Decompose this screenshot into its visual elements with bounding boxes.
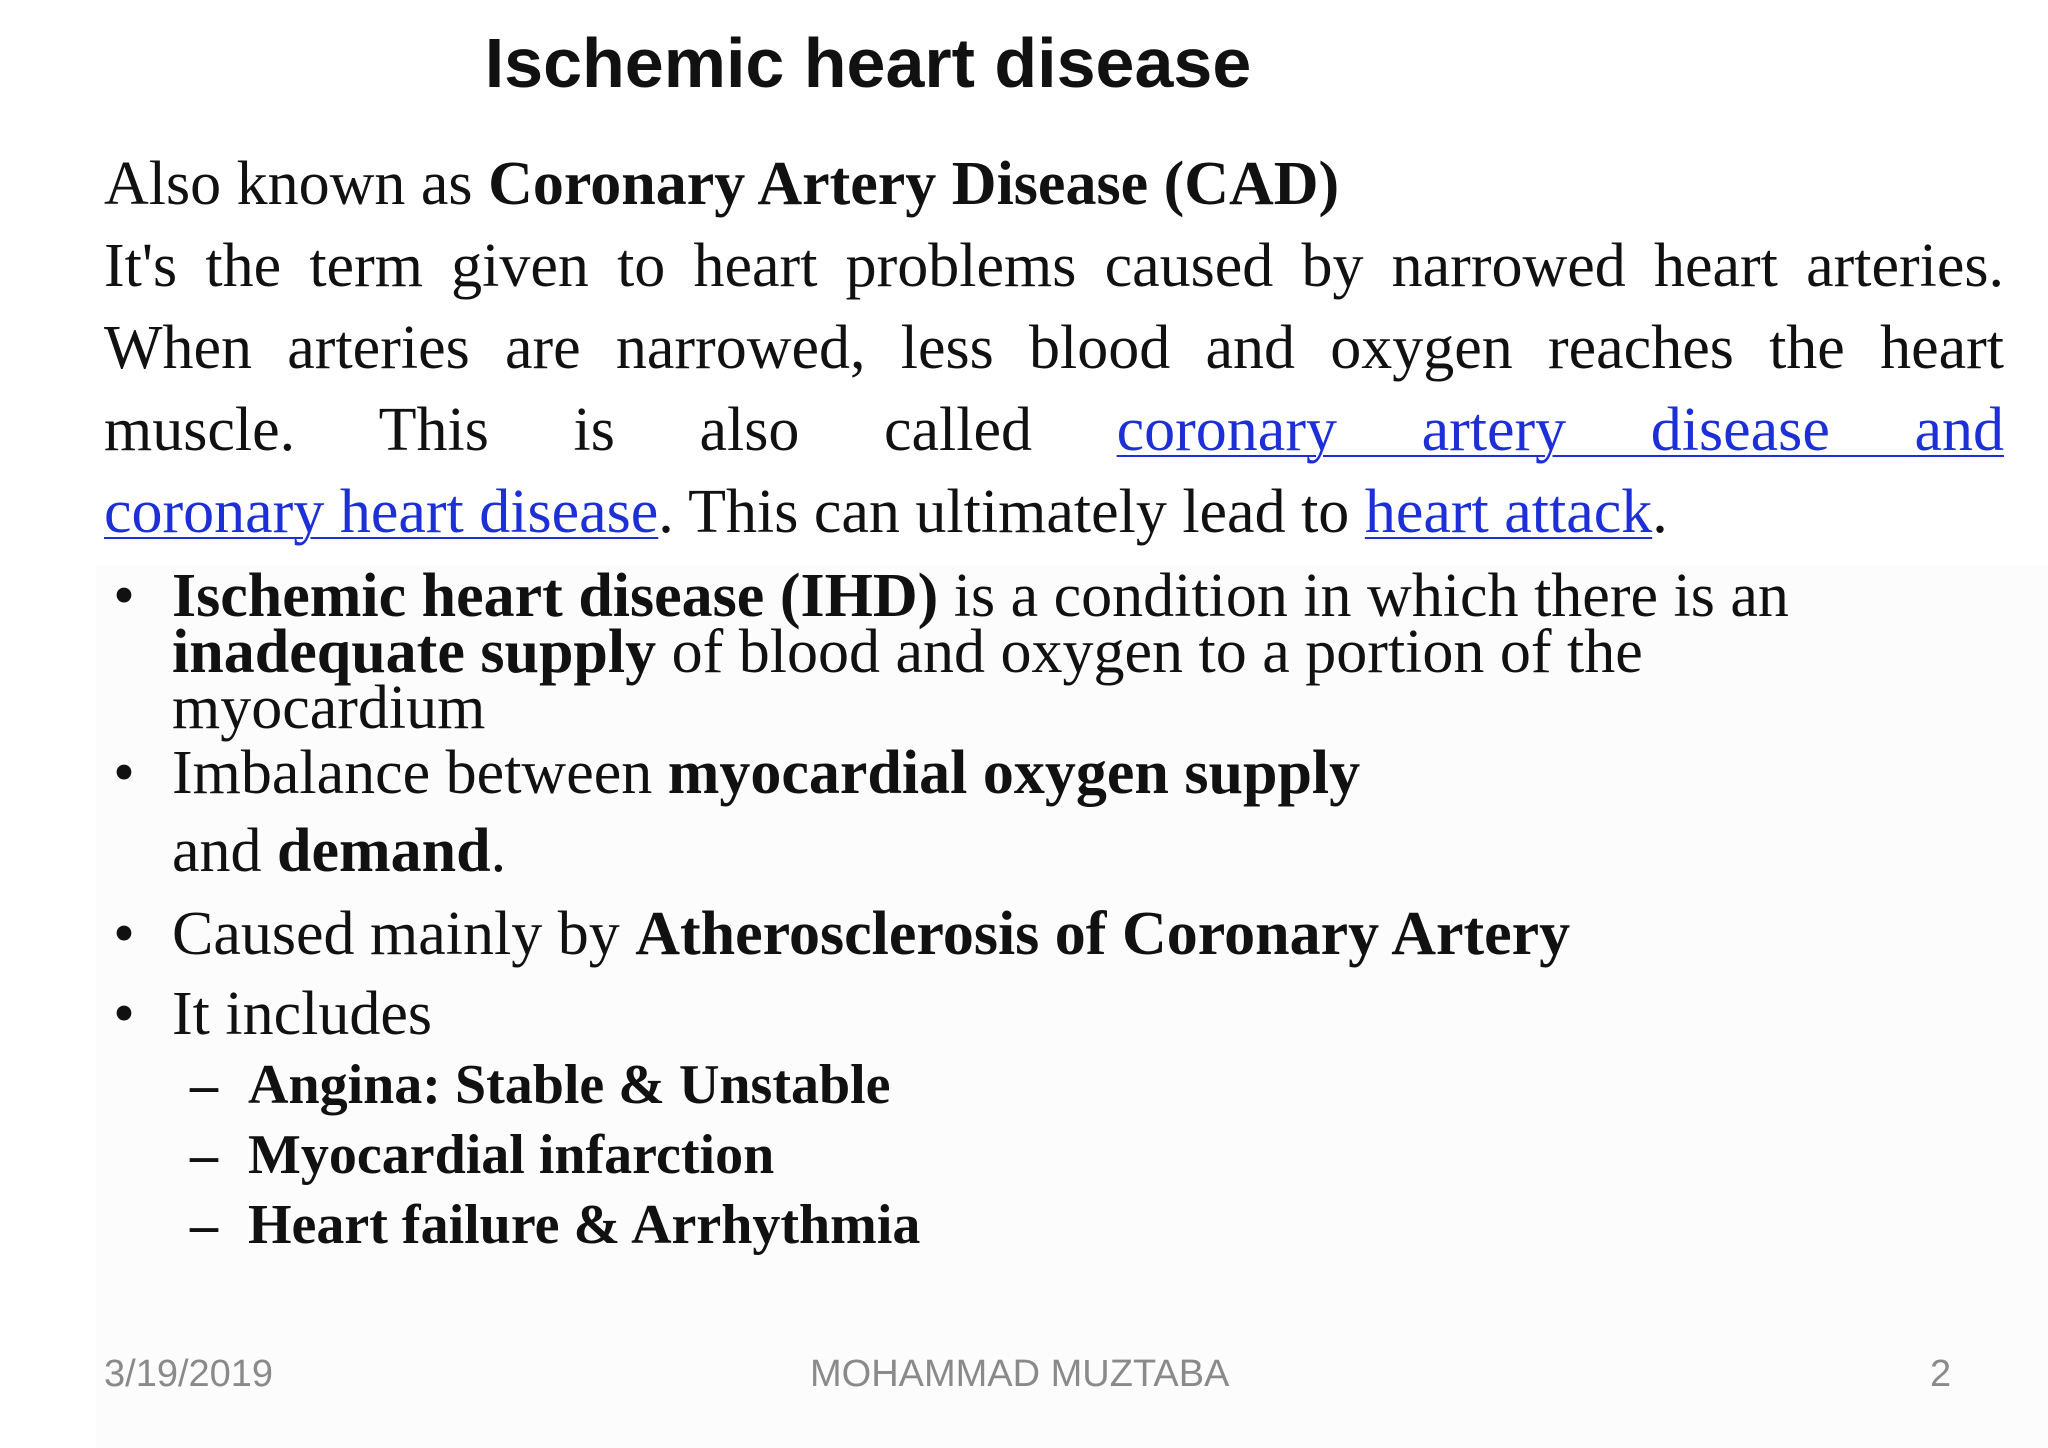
definition-part-1: It's the term given to heart problems caused by narrowed heart arteries. When arteries are narrowed, less blood and oxygen reaches the heart muscle. This is also called bbox=[104, 232, 2004, 464]
footer-author: MOHAMMAD MUZTABA bbox=[810, 1353, 1230, 1395]
atherosclerosis-term: Atherosclerosis of Coronary Artery bbox=[635, 900, 1571, 968]
bullet-list bbox=[104, 562, 2004, 1260]
intro-paragraph bbox=[104, 143, 2004, 553]
angina-text: Angina: Stable & Unstable bbox=[248, 1054, 891, 1116]
inadequate-supply-term: inadequate supply bbox=[172, 618, 657, 686]
bullet-includes bbox=[104, 974, 2004, 1054]
sub-item-heart-failure bbox=[104, 1190, 2004, 1260]
bullet-cause bbox=[104, 894, 2004, 974]
bullet-ihd-definition bbox=[104, 562, 2004, 742]
definition-end: . bbox=[1652, 478, 1668, 546]
and-text: and bbox=[172, 817, 278, 885]
demand-term: demand bbox=[277, 817, 491, 885]
ihd-text-2: of blood and oxygen to a portion of the bbox=[656, 618, 1643, 686]
oxygen-supply-term: myocardial oxygen supply bbox=[667, 739, 1361, 807]
bullet-glyph: • bbox=[113, 980, 135, 1048]
period: . bbox=[490, 817, 507, 885]
heart-failure-text: Heart failure & Arrhythmia bbox=[248, 1194, 921, 1256]
link-heart-attack[interactable]: heart attack bbox=[1364, 478, 1653, 546]
bullet-glyph: • bbox=[113, 739, 135, 807]
aka-text: Also known as bbox=[104, 150, 489, 218]
cause-text: Caused mainly by bbox=[172, 900, 636, 968]
definition-text bbox=[104, 225, 2004, 471]
mi-text: Myocardial infarction bbox=[248, 1124, 775, 1186]
dash-glyph: – bbox=[190, 1054, 218, 1116]
ihd-text-1: is a condition in which there is an bbox=[938, 562, 1789, 630]
footer-page-number: 2 bbox=[1930, 1353, 1952, 1395]
footer-date: 3/19/2019 bbox=[104, 1353, 274, 1395]
sub-item-angina bbox=[104, 1050, 2004, 1120]
bullet-imbalance bbox=[104, 734, 2004, 890]
ihd-term: Ischemic heart disease (IHD) bbox=[172, 562, 939, 630]
link-coronary-artery-disease[interactable]: coronary artery disease and bbox=[1116, 396, 2004, 464]
dash-glyph: – bbox=[190, 1194, 218, 1256]
bullet-glyph: • bbox=[113, 900, 135, 968]
intro-line-1 bbox=[104, 143, 2004, 225]
cad-term: Coronary Artery Disease (CAD) bbox=[488, 150, 1340, 218]
dash-glyph: – bbox=[190, 1124, 218, 1186]
slide-title: Ischemic heart disease bbox=[484, 24, 1252, 102]
link-coronary-heart-disease[interactable]: coronary heart disease bbox=[104, 478, 659, 546]
sub-item-mi bbox=[104, 1120, 2004, 1190]
bullet-glyph: • bbox=[113, 562, 135, 630]
imbalance-text: Imbalance between bbox=[172, 739, 668, 807]
ihd-text-3: myocardium bbox=[172, 674, 486, 742]
intro-line-last bbox=[104, 471, 2004, 553]
includes-text: It includes bbox=[172, 980, 432, 1048]
definition-part-2: . This can ultimately lead to bbox=[658, 478, 1365, 546]
